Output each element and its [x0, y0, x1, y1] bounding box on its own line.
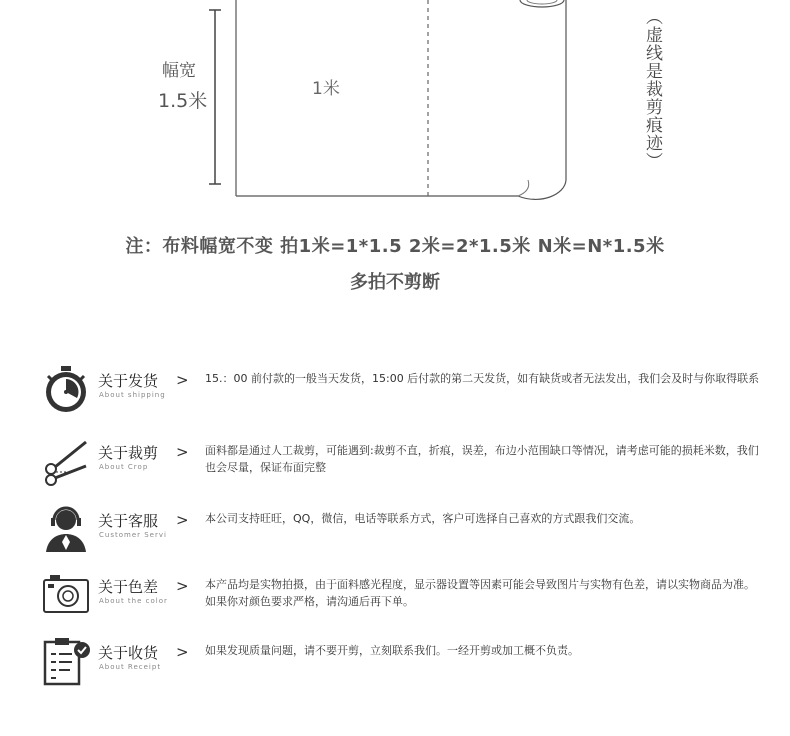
camera-icon	[40, 570, 92, 622]
stopwatch-icon	[40, 364, 92, 416]
info-row-receipt	[0, 636, 790, 696]
chevron-right-icon: >	[176, 643, 189, 661]
info-row-crop	[0, 436, 790, 496]
row-subtitle: Customer Servi	[99, 531, 167, 539]
cut-mark-note: （虚线是裁剪痕迹）	[642, 8, 662, 170]
row-title: 关于发货	[98, 372, 159, 390]
row-description: 如果发现质量问题，请不要开剪，立刻联系我们。一经开剪或加工概不负责。	[205, 644, 579, 657]
row-title: 关于收货	[98, 644, 159, 662]
width-label: 幅宽	[162, 61, 196, 81]
info-row-color	[0, 570, 790, 630]
fabric-diagram	[0, 0, 790, 220]
no-cut-note: 多拍不剪断	[350, 272, 440, 293]
info-row-customer-service	[0, 504, 790, 564]
row-subtitle: About shipping	[99, 391, 166, 399]
row-description: 15.：00 前付款的一般当天发货，15:00 后付款的第二天发货，如有缺货或者无法发出，我们会及时与你取得联系	[205, 372, 760, 385]
scissors-icon	[40, 436, 92, 488]
chevron-right-icon: >	[176, 511, 189, 529]
row-title: 关于色差	[98, 578, 159, 596]
info-row-shipping	[0, 364, 790, 424]
chevron-right-icon: >	[176, 577, 189, 595]
chevron-right-icon: >	[176, 443, 189, 461]
chevron-right-icon: >	[176, 371, 189, 389]
width-value: 1.5米	[158, 90, 208, 112]
row-title: 关于裁剪	[98, 444, 159, 462]
row-description: 面料都是通过人工裁剪，可能遇到:裁剪不直，折痕，误差，布边小范围缺口等情况，请考虑可能的损耗米数，我们也会尽量，保证布面完整	[205, 444, 759, 474]
row-description: 本产品均是实物拍摄，由于面料感光程度，显示器设置等因素可能会导致图片与实物有色差，请以实物商品为准。如果你对颜色要求严格，请沟通后再下单。	[205, 578, 755, 608]
row-description: 本公司支持旺旺，QQ，微信，电话等联系方式，客户可选择自己喜欢的方式跟我们交流。	[205, 512, 641, 525]
size-note: 注：布料幅宽不变 拍1米=1*1.5 2米=2*1.5米 N米=N*1.5米	[125, 236, 665, 257]
headset-agent-icon	[40, 504, 92, 556]
checklist-icon	[40, 636, 92, 688]
fabric-roll-illustration	[0, 0, 790, 220]
row-subtitle: About Crop	[99, 463, 149, 471]
row-title: 关于客服	[98, 512, 159, 530]
row-subtitle: About Receipt	[99, 663, 162, 671]
meter-label: 1米	[312, 79, 340, 99]
row-subtitle: About the color	[99, 597, 168, 605]
